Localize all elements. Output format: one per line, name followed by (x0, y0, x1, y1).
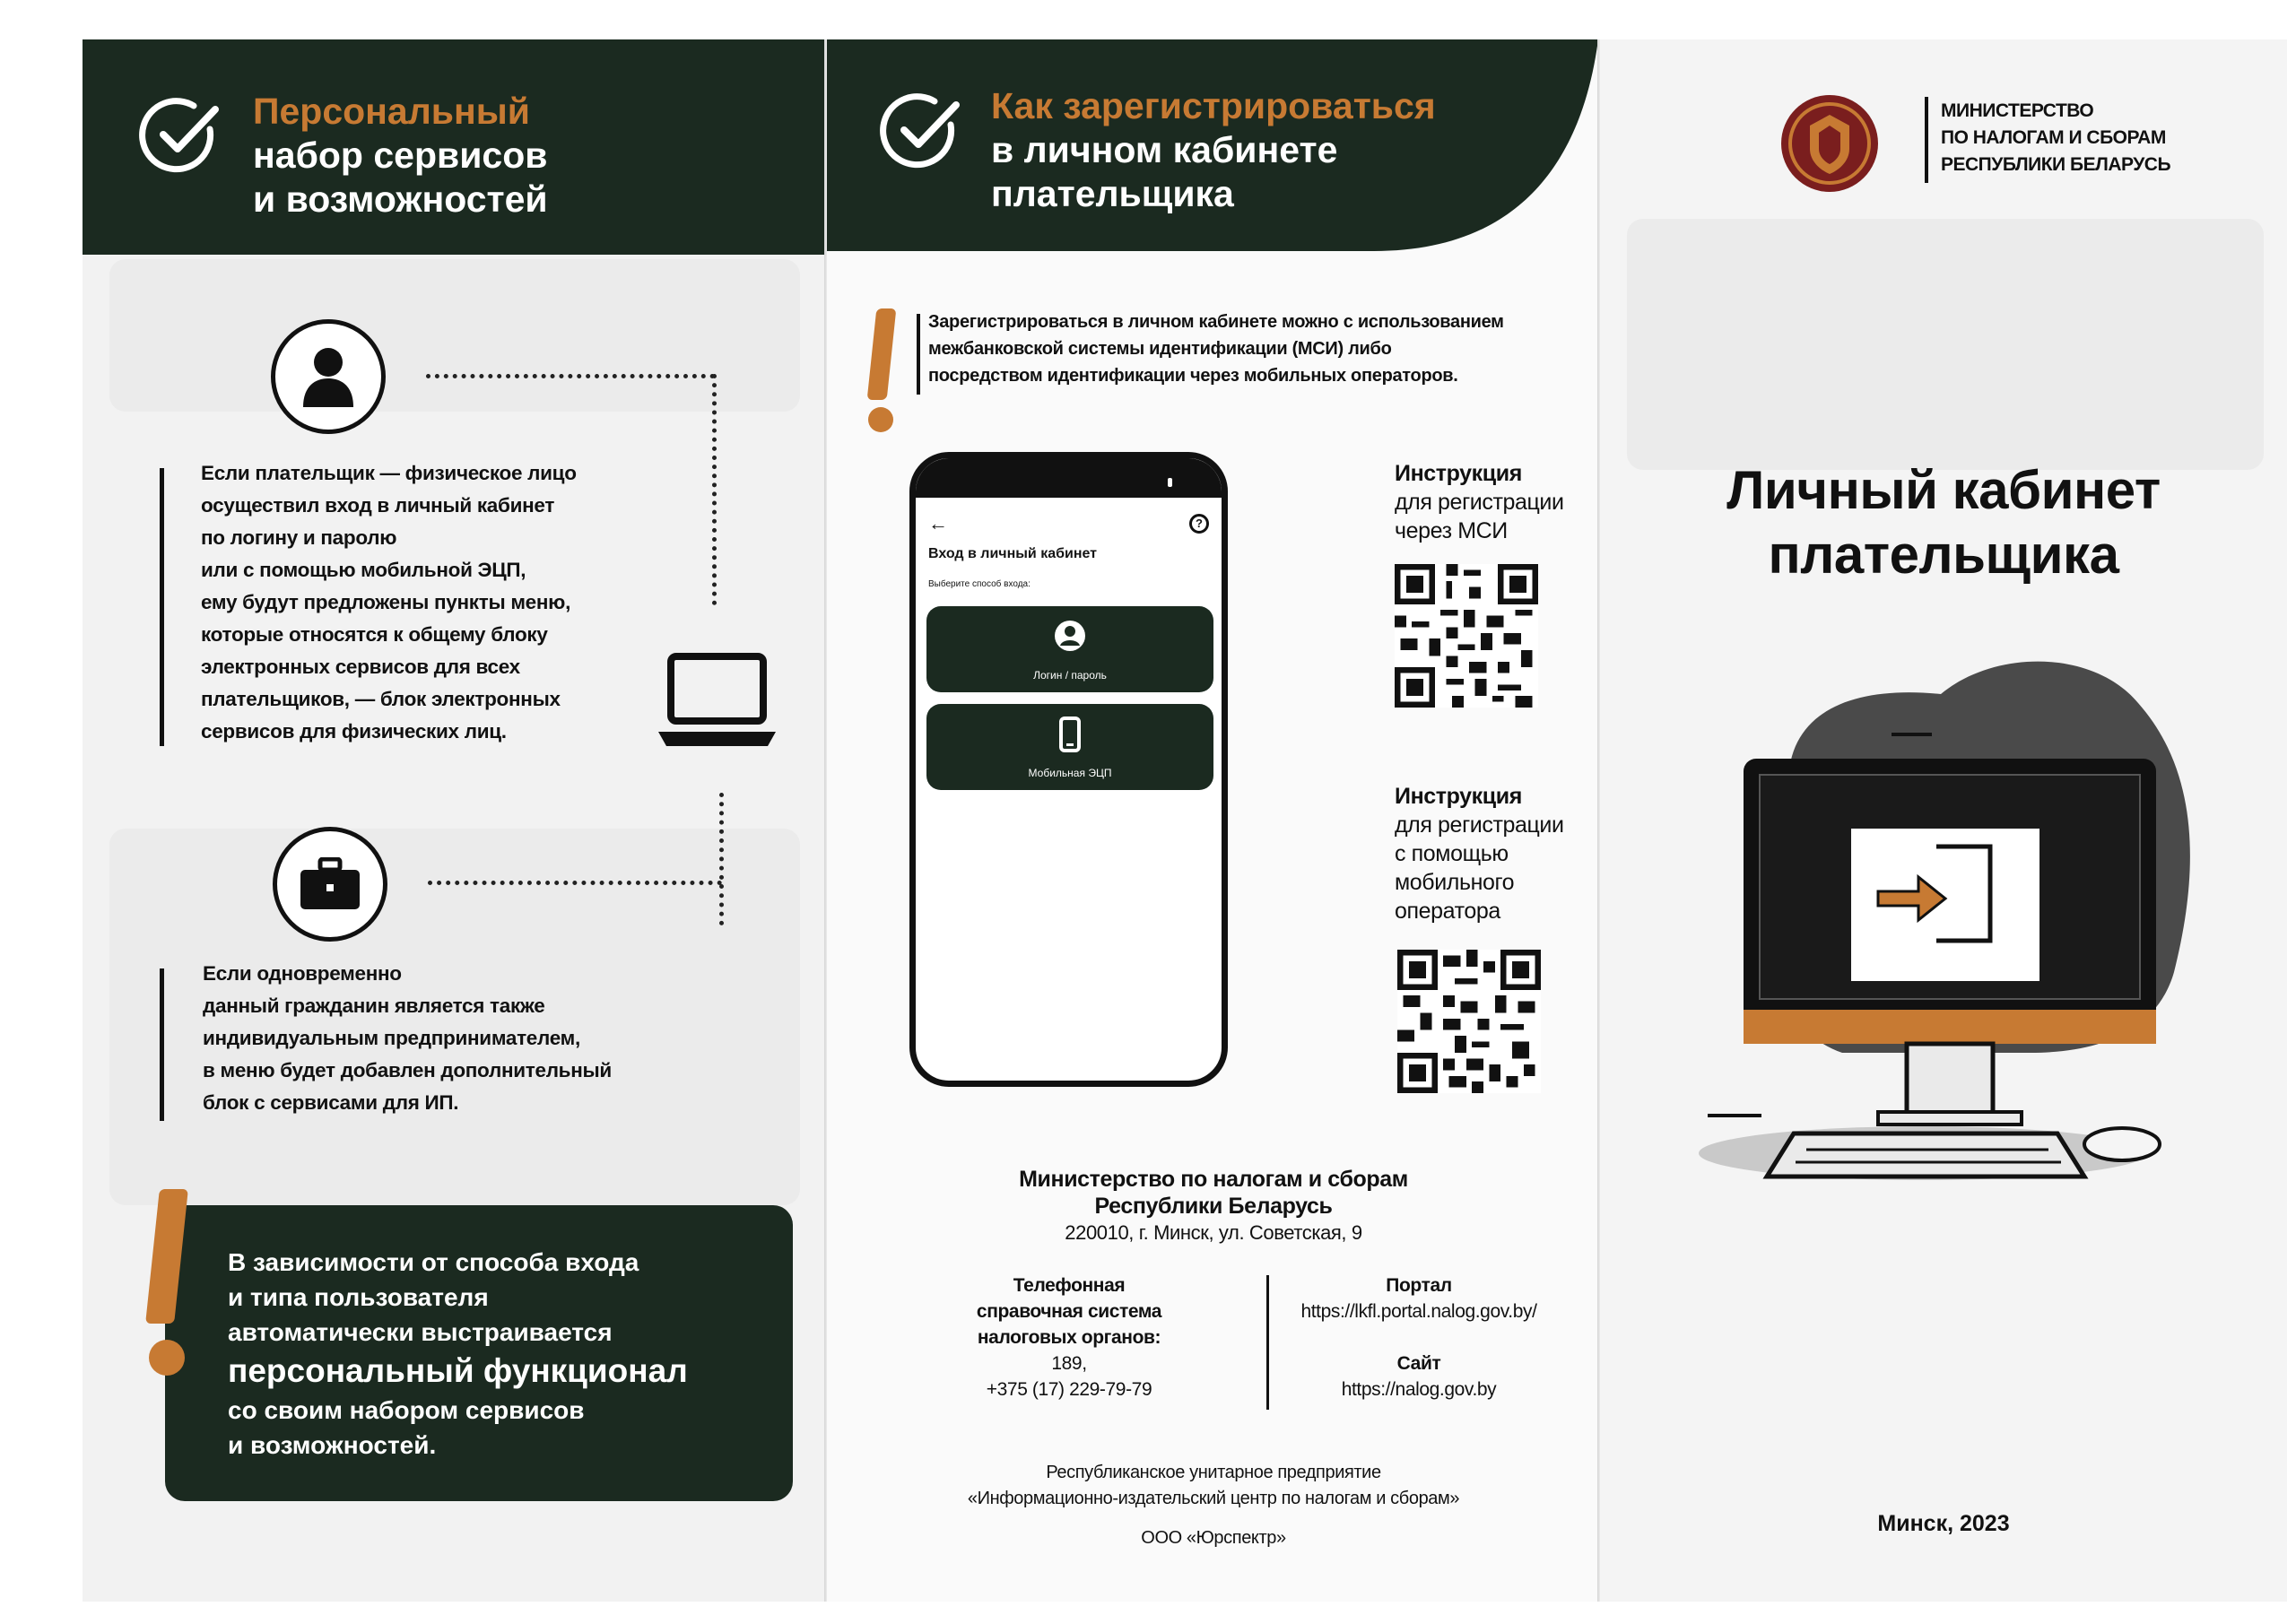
site-link[interactable]: https://nalog.gov.by (1341, 1379, 1497, 1400)
ministry-name: МИНИСТЕРСТВО ПО НАЛОГАМ И СБОРАМ РЕСПУБЛИКИ БЕЛАРУСЬ (1941, 100, 2171, 175)
publisher-info: Республиканское унитарное предприятие «Информационно-издательский центр по налогам и сборам» (967, 1463, 1460, 1508)
ministry-contact: Министерство по налогам и сборам Республики Беларусь 220010, г. Минск, ул. Советская, 9 (1019, 1167, 1408, 1244)
panel-registration (827, 39, 1600, 1602)
connector-line (712, 374, 717, 605)
contact-divider (1266, 1275, 1269, 1410)
phone-screen-subtitle: Выберите способ входа: (928, 579, 1031, 589)
qr-code-icon[interactable] (1397, 950, 1541, 1093)
check-circle-icon (138, 93, 224, 179)
phone-reference-info: Телефонная справочная система налоговых органов: 189, +375 (17) 229-79-79 (976, 1275, 1162, 1400)
check-circle-icon (879, 89, 965, 175)
panel2-title-accent: Как зарегистрироваться (991, 85, 1436, 126)
monitor-login-icon (1672, 631, 2228, 1223)
text-marker (917, 314, 920, 395)
block2-text: Если одновременно данный гражданин является также индивидуальным предпринимателем, в меню будет добавлен дополнительный блок с сервисами для ИП. (203, 962, 612, 1114)
text-marker (160, 468, 164, 746)
laptop-icon (657, 649, 778, 757)
note-text: В зависимости от способа входа и типа пользователя автоматически выстраивается персональный функционал со своим набором сервисов и возможностей. (228, 1248, 688, 1459)
panel1-title: Персональный набор сервисов и возможностей (253, 91, 548, 220)
back-arrow-icon[interactable]: ← (928, 512, 948, 534)
site-info: Сайт https://nalog.gov.by (1275, 1350, 1562, 1403)
instruction-mobile-operator: Инструкция для регистрации с помощью мобильного оператора (1395, 784, 1564, 924)
help-icon[interactable]: ? (1189, 514, 1209, 534)
portal-info: Портал https://lkfl.portal.nalog.gov.by/ (1275, 1272, 1562, 1324)
briefcase-icon (273, 827, 387, 942)
instruction-msi: Инструкция для регистрации через МСИ (1395, 461, 1564, 543)
exclamation-icon (867, 308, 897, 400)
text-marker (1925, 97, 1928, 183)
brochure (83, 39, 2287, 1602)
ministry-emblem-icon (1779, 93, 1880, 194)
mobile-ecp-button[interactable]: Мобильная ЭЦП (926, 704, 1213, 790)
phone-icon (1058, 716, 1082, 752)
login-password-button[interactable]: Логин / пароль (926, 606, 1213, 692)
qr-code-icon[interactable] (1395, 564, 1538, 708)
registration-alert: Зарегистрироваться в личном кабинете можно с использованием межбанковской системы идентификации (МСИ) либо посредством идентификации через мобильных операторов. (928, 312, 1504, 386)
portal-link[interactable]: https://lkfl.portal.nalog.gov.by/ (1300, 1301, 1537, 1322)
exclamation-icon-dot (868, 407, 893, 432)
cover-title: Личный кабинет плательщика (1726, 460, 2161, 585)
printer-info: ООО «Юрспектр» (1141, 1528, 1286, 1548)
connector-line (428, 881, 722, 885)
background-screenshot (1627, 219, 2264, 470)
connector-line (719, 793, 724, 925)
phone-status-bar (916, 458, 1222, 498)
text-marker (160, 968, 164, 1121)
user-icon (271, 319, 386, 434)
panel1-title-accent: Персональный (253, 91, 530, 132)
personal-functional-note (165, 1205, 793, 1501)
phone-screen-title: Вход в личный кабинет (928, 546, 1097, 561)
user-icon (1053, 619, 1087, 653)
panel-personal-services (83, 39, 827, 1602)
block1-text: Если плательщик — физическое лицо осуществил вход в личный кабинет по логину и паролю или с помощью мобильной ЭЦП, ему будут предложены пункты меню, которые относятся к общему блоку электронных сервисов для всех плательщиков, — блок электронных сервисов для физических лиц. (201, 462, 577, 743)
panel-cover (1600, 39, 2287, 1602)
connector-line (426, 374, 715, 378)
panel2-title: Как зарегистрироваться в личном кабинете плательщика (991, 85, 1436, 214)
background-screenshot (109, 259, 800, 412)
phone-mockup (909, 452, 1228, 1087)
exclamation-icon-dot (149, 1340, 185, 1376)
city-year: Минск, 2023 (1877, 1511, 2010, 1536)
